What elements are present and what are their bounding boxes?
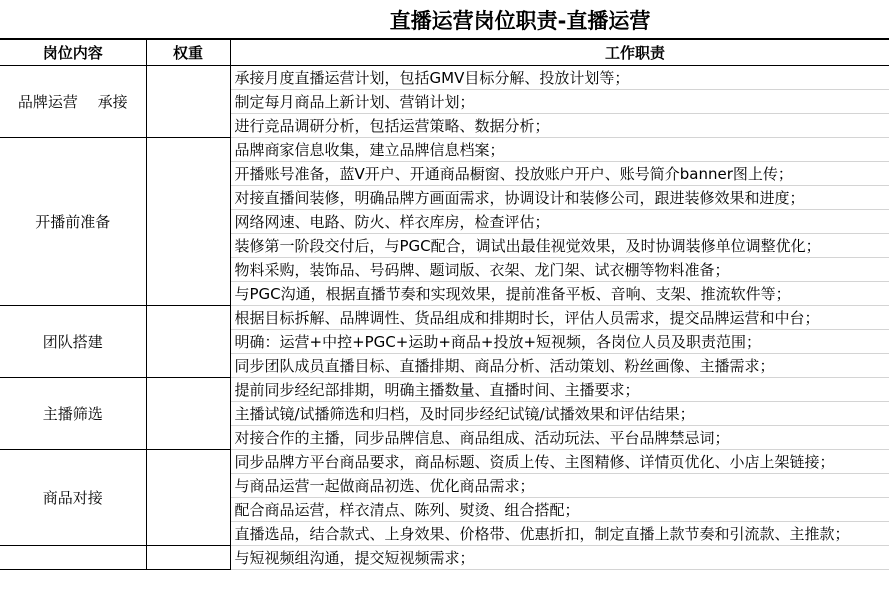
duty-cell[interactable]: 进行竞品调研分析，包括运营策略、数据分析； — [230, 114, 889, 138]
header-duties[interactable]: 工作职责 — [230, 39, 889, 66]
category-cell[interactable]: 品牌运营 承接 — [0, 66, 146, 138]
duty-cell[interactable]: 承接月度直播运营计划，包括GMV目标分解、投放计划等； — [230, 66, 889, 90]
header-row — [0, 39, 889, 66]
duty-cell[interactable]: 装修第一阶段交付后，与PGC配合，调试出最佳视觉效果，及时协调装修单位调整优化； — [230, 234, 889, 258]
duty-cell[interactable]: 对接合作的主播，同步品牌信息、商品组成、活动玩法、平台品牌禁忌词； — [230, 426, 889, 450]
weight-cell[interactable] — [146, 546, 230, 570]
table-row — [0, 378, 889, 402]
duty-cell[interactable]: 提前同步经纪部排期，明确主播数量、直播时间、主播要求； — [230, 378, 889, 402]
category-cell[interactable]: 主播筛选 — [0, 378, 146, 450]
duty-cell[interactable]: 网络网速、电路、防火、样衣库房，检查评估； — [230, 210, 889, 234]
duty-cell[interactable]: 制定每月商品上新计划、营销计划； — [230, 90, 889, 114]
category-cell[interactable]: 团队搭建 — [0, 306, 146, 378]
header-weight[interactable]: 权重 — [146, 39, 230, 66]
duty-cell[interactable]: 根据目标拆解、品牌调性、货品组成和排期时长，评估人员需求，提交品牌运营和中台； — [230, 306, 889, 330]
duty-cell[interactable]: 主播试镜/试播筛选和归档，及时同步经纪试镜/试播效果和评估结果； — [230, 402, 889, 426]
table-row — [0, 450, 889, 474]
sheet-title: 直播运营岗位职责-直播运营 — [389, 9, 651, 33]
duty-cell[interactable]: 直播选品，结合款式、上身效果、价格带、优惠折扣，制定直播上款节奏和引流款、主推款； — [230, 522, 889, 546]
duties-table — [0, 38, 889, 570]
weight-cell[interactable] — [146, 138, 230, 306]
duty-cell[interactable]: 配合商品运营，样衣清点、陈列、熨烫、组合搭配； — [230, 498, 889, 522]
weight-cell[interactable] — [146, 378, 230, 450]
duty-cell[interactable]: 开播账号准备，蓝V开户、开通商品橱窗、投放账户开户、账号简介banner图上传； — [230, 162, 889, 186]
category-cell[interactable] — [0, 546, 146, 570]
duty-cell[interactable]: 同步团队成员直播目标、直播排期、商品分析、活动策划、粉丝画像、主播需求； — [230, 354, 889, 378]
duty-cell[interactable]: 品牌商家信息收集，建立品牌信息档案； — [230, 138, 889, 162]
duty-cell[interactable]: 物料采购，装饰品、号码牌、题词版、衣架、龙门架、试衣棚等物料准备； — [230, 258, 889, 282]
duty-cell[interactable]: 同步品牌方平台商品要求，商品标题、资质上传、主图精修、详情页优化、小店上架链接； — [230, 450, 889, 474]
weight-cell[interactable] — [146, 306, 230, 378]
duty-cell[interactable]: 与商品运营一起做商品初选、优化商品需求； — [230, 474, 889, 498]
table-body — [0, 66, 889, 570]
table-row — [0, 66, 889, 90]
duty-cell[interactable]: 明确：运营+中控+PGC+运助+商品+投放+短视频，各岗位人员及职责范围； — [230, 330, 889, 354]
table-row — [0, 138, 889, 162]
weight-cell[interactable] — [146, 450, 230, 546]
table-row — [0, 546, 889, 570]
duty-cell[interactable]: 与短视频组沟通，提交短视频需求； — [230, 546, 889, 570]
duty-cell[interactable]: 对接直播间装修，明确品牌方画面需求，协调设计和装修公司，跟进装修效果和进度； — [230, 186, 889, 210]
duty-cell[interactable]: 与PGC沟通，根据直播节奏和实现效果，提前准备平板、音响、支架、推流软件等； — [230, 282, 889, 306]
category-cell[interactable]: 商品对接 — [0, 450, 146, 546]
table-row — [0, 306, 889, 330]
header-position[interactable]: 岗位内容 — [0, 39, 146, 66]
category-cell[interactable]: 开播前准备 — [0, 138, 146, 306]
weight-cell[interactable] — [146, 66, 230, 138]
